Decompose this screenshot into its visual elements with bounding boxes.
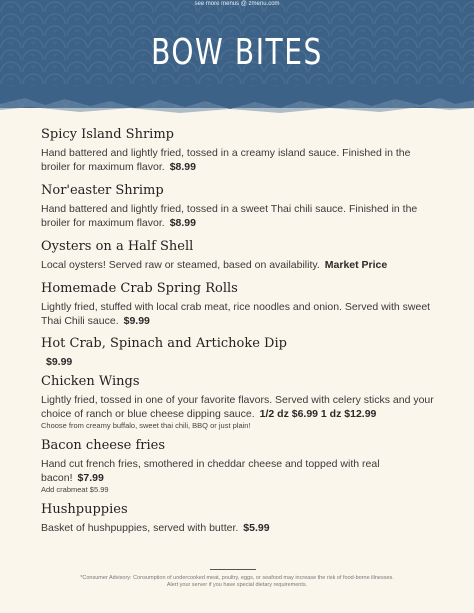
item-name: Homemade Crab Spring Rolls [41,281,238,296]
consumer-advisory: *Consumer Advisory: Consumption of undercooked meat, poultry, eggs, or seafood may increase the risk of food-borne illnesses. Alert your server if you have special dietary requirements. [80,575,394,588]
item-note: Choose from creamy buffalo, sweet thai chili, BBQ or just plain! [41,421,251,430]
item-name: Hushpuppies [41,502,128,517]
menu-item [41,501,441,537]
menu-item [41,373,441,437]
item-price: $5.99 [243,522,270,534]
item-description: Hand cut french fries, smothered in cheddar cheese and topped with real bacon! $7.99 [41,458,380,484]
item-description: Basket of hushpuppies, served with butter. $5.99 [41,522,270,534]
item-name: Spicy Island Shrimp [41,127,174,142]
item-note: Add crabmeat $5.99 [41,485,109,494]
menu-list [41,126,441,537]
top-note[interactable]: see more menus @ zmenu.com [194,1,280,7]
divider [210,569,256,570]
menu-item [41,437,441,501]
item-name: Chicken Wings [41,374,140,389]
item-price: $8.99 [169,216,196,229]
menu-item [41,335,441,373]
menu-item [41,182,441,238]
item-name: Bacon cheese fries [41,438,166,453]
item-description: Lightly fried, stuffed with local crab meat, rice noodles and onion. Served with sweet Thai Chili sauce. $9.99 [41,301,431,327]
item-price: 1/2 dz $6.99 1 dz $12.99 [259,407,377,420]
torn-edge [0,86,474,120]
item-description [41,356,441,370]
item-price: $9.99 [46,356,73,368]
menu-item [41,280,441,335]
item-price: $9.99 [123,314,150,327]
item-name: Hot Crab, Spinach and Artichoke Dip [41,336,287,351]
item-price: $8.99 [169,160,196,173]
item-description: Lightly fried, tossed in one of your favorite flavors. Served with celery sticks and your choice of ranch or blue cheese dipping sauce. 1/2 dz $6.99 1 dz $12.99 [41,394,434,420]
menu-item [41,238,441,280]
menu-item [41,126,441,182]
item-price: Market Price [324,259,388,271]
item-name: Oysters on a Half Shell [41,239,194,254]
item-price: $7.99 [77,471,104,484]
item-description: Hand battered and lightly fried, tossed in a sweet Thai chili sauce. Finished in the broiler for maximum flavor. $8.99 [41,203,418,229]
item-name: Nor'easter Shrimp [41,183,164,198]
page-title: BOW BITES [151,32,323,73]
item-description: Hand battered and lightly fried, tossed in a creamy island sauce. Finished in the broiler for maximum flavor. $8.99 [41,147,411,173]
item-description: Local oysters! Served raw or steamed, based on availability. Market Price [41,259,388,271]
